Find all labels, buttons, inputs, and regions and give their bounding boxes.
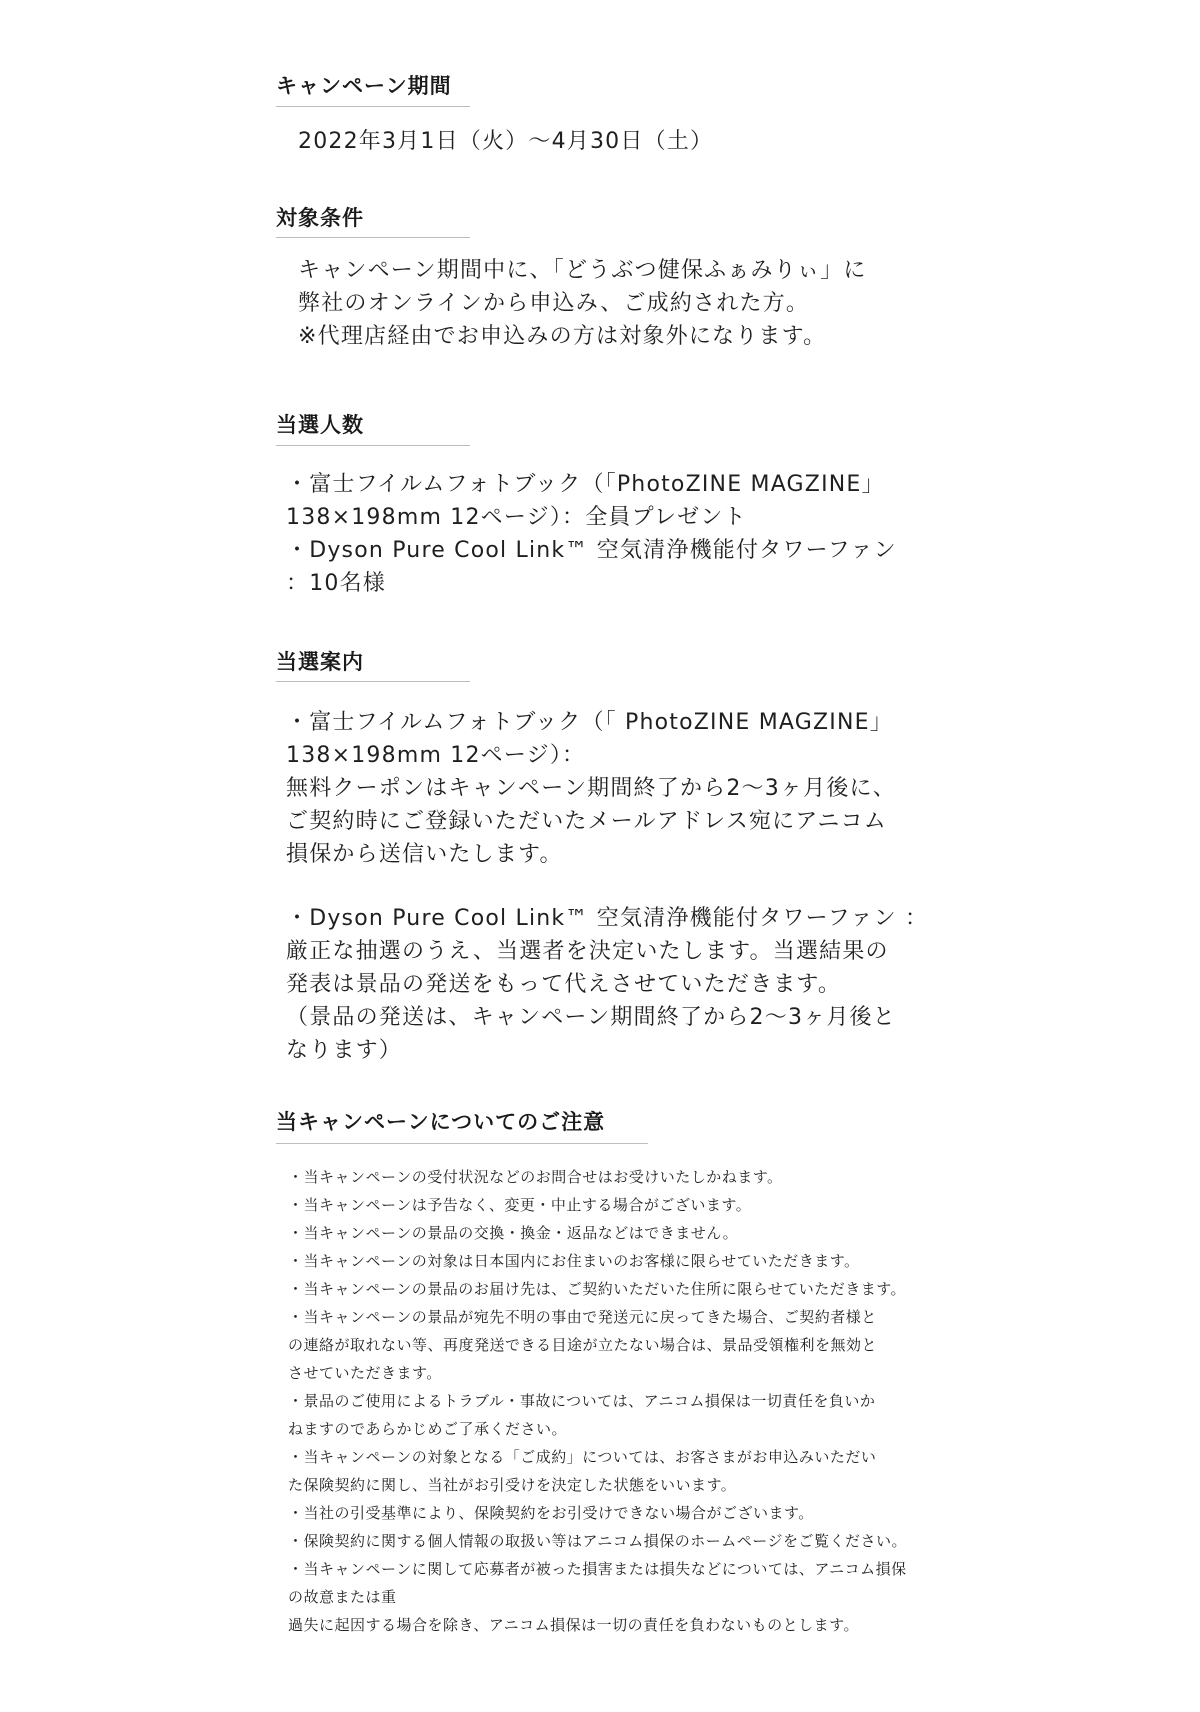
period-heading-rule [276, 106, 470, 107]
period-line: 2022年3月1日（火）～4月30日（土） [298, 129, 714, 154]
guide-line: ・Dyson Pure Cool Link™ 空気清浄機能付タワーファン ： [286, 906, 929, 931]
paragraph-gap [286, 871, 926, 902]
conditions-line: キャンペーン期間中に、「どうぶつ健保ふぁみりぃ」に [298, 258, 867, 283]
notes-line: ・保険契約に関する個人情報の取扱い等はアニコム損保のホームページをご覧ください。 [288, 1532, 907, 1550]
notes-line: の故意または重 [288, 1588, 397, 1606]
guide-line: 138×198mm 12ページ）： [286, 743, 586, 768]
guide-line: 発表は景品の発送をもって代えさせていただきます。 [286, 972, 842, 997]
notes-line: ・当キャンペーンの対象は日本国内にお住まいのお客様に限らせていただきます。 [288, 1252, 860, 1270]
notes-line: ・当キャンペーンの景品の交換・換金・返品などはできません。 [288, 1224, 739, 1242]
guide-line: ご契約時にご登録いただいたメールアドレス宛にアニコム [286, 809, 888, 834]
winners-text [286, 468, 926, 600]
period-heading: キャンペーン期間 [276, 74, 452, 98]
guide-text [286, 706, 929, 1067]
notes-line: ・当キャンペーンの受付状況などのお問合せはお受けいたしかねます。 [288, 1168, 783, 1186]
winners-heading: 当選人数 [276, 413, 364, 437]
guide-line: 無料クーポンはキャンペーン期間終了から2～3ヶ月後に、 [286, 776, 896, 801]
notes-line: させていただきます。 [288, 1364, 442, 1382]
notes-heading-rule [276, 1143, 648, 1144]
notes-heading: 当キャンペーンについてのご注意 [276, 1110, 606, 1134]
winners-line: ・富士フイルムフォトブック（「PhotoZINE MAGZINE」 [286, 472, 885, 497]
notes-line: ・当キャンペーンの景品が宛先不明の事由で発送元に戻ってきた場合、ご契約者様と [288, 1308, 877, 1326]
conditions-heading: 対象条件 [276, 206, 364, 230]
notes-line: ・当キャンペーンに関して応募者が被った損害または損失などについては、アニコム損保 [288, 1560, 907, 1578]
notes-line: ・当キャンペーンの景品のお届け先は、ご契約いただいた住所に限らせていただきます。 [288, 1280, 907, 1298]
notes-line: ・当キャンペーンは予告なく、変更・中止する場合がございます。 [288, 1196, 752, 1214]
conditions-line: 弊社のオンラインから申込み、ご成約された方。 [298, 291, 810, 316]
notes-list [288, 1163, 948, 1639]
guide-line: ・富士フイルムフォトブック（「 PhotoZINE MAGZINE」 [286, 710, 893, 735]
period-text [298, 125, 938, 158]
notes-line: 過失に起因する場合を除き、アニコム損保は一切の責任を負わないものとします。 [288, 1616, 859, 1634]
guide-line: 損保から送信いたします。 [286, 842, 563, 867]
conditions-heading-rule [276, 237, 470, 238]
guide-heading-rule [276, 681, 470, 682]
notes-line: ・当社の引受基準により、保険契約をお引受けできない場合がございます。 [288, 1504, 814, 1522]
guide-heading: 当選案内 [276, 650, 364, 674]
guide-line: 厳正な抽選のうえ、当選者を決定いたします。当選結果の [286, 939, 889, 964]
winners-heading-rule [276, 445, 470, 446]
notes-line: た保険契約に関し、当社がお引受けを決定した状態をいいます。 [288, 1476, 737, 1494]
conditions-text [298, 254, 938, 353]
winners-line: 138×198mm 12ページ）：全員プレゼント [286, 505, 747, 530]
notes-line: ・景品のご使用によるトラブル・事故については、アニコム損保は一切責任を負いか [288, 1392, 876, 1410]
notes-line: ・当キャンペーンの対象となる「ご成約」については、お客さまがお申込みいただい [288, 1448, 877, 1466]
conditions-line: ※代理店経由でお申込みの方は対象外になります。 [298, 324, 827, 349]
guide-line: なります） [286, 1038, 403, 1063]
winners-line: ：10名様 [286, 571, 386, 596]
winners-line: ・Dyson Pure Cool Link™ 空気清浄機能付タワーファン [286, 538, 897, 563]
notes-line: の連絡が取れない等、再度発送できる目途が立たない場合は、景品受領権利を無効と [288, 1336, 878, 1354]
notes-line: ねますのであらかじめご了承ください。 [288, 1420, 568, 1438]
guide-line: （景品の発送は、キャンペーン期間終了から2～3ヶ月後と [286, 1005, 896, 1030]
